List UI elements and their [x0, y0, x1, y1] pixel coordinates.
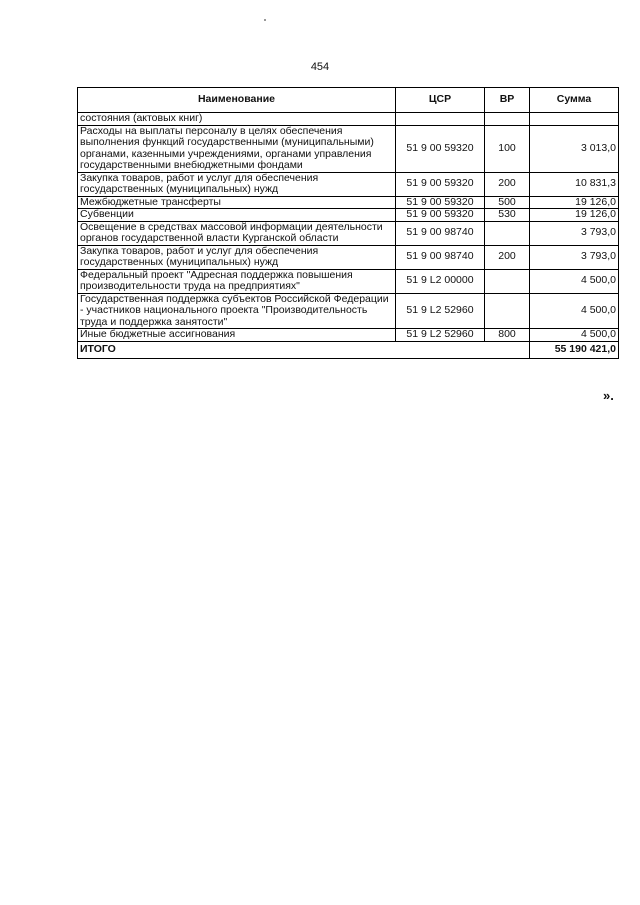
row-sum: 10 831,3	[530, 172, 619, 196]
row-vr: 200	[485, 245, 530, 269]
row-csr: 51 9 L2 52960	[396, 329, 485, 342]
row-csr: 51 9 00 59320	[396, 125, 485, 172]
table-row	[78, 269, 619, 293]
row-name: Освещение в средствах массовой информации деятельности органов государственной власти Курганской области	[78, 221, 396, 245]
row-vr	[485, 221, 530, 245]
header-sum: Сумма	[530, 88, 619, 113]
row-vr: 800	[485, 329, 530, 342]
row-name: Закупка товаров, работ и услуг для обеспечения государственных (муниципальных) нужд	[78, 172, 396, 196]
row-sum: 19 126,0	[530, 209, 619, 222]
row-vr	[485, 113, 530, 126]
row-vr: 200	[485, 172, 530, 196]
row-csr: 51 9 00 98740	[396, 245, 485, 269]
budget-table	[77, 87, 619, 359]
row-sum	[530, 113, 619, 126]
total-row	[78, 341, 619, 358]
table-row	[78, 329, 619, 342]
row-csr: 51 9 00 59320	[396, 172, 485, 196]
row-csr: 51 9 00 59320	[396, 209, 485, 222]
row-name: Расходы на выплаты персоналу в целях обеспечения выполнения функций государственными (муниципальными) органами, казенными учреждениями, органами управления государственными внебюджетными фондами	[78, 125, 396, 172]
table-row	[78, 125, 619, 172]
row-name: Федеральный проект "Адресная поддержка повышения производительности труда на предприятиях"	[78, 269, 396, 293]
row-vr	[485, 269, 530, 293]
table-row	[78, 293, 619, 329]
row-csr: 51 9 L2 00000	[396, 269, 485, 293]
closing-quote-mark: ».	[603, 388, 614, 403]
row-sum: 4 500,0	[530, 269, 619, 293]
row-sum: 19 126,0	[530, 196, 619, 209]
scan-speck	[264, 19, 266, 21]
row-csr	[396, 113, 485, 126]
row-vr: 100	[485, 125, 530, 172]
row-vr: 530	[485, 209, 530, 222]
row-csr: 51 9 L2 52960	[396, 293, 485, 329]
row-name: состояния (актовых книг)	[78, 113, 396, 126]
row-sum: 4 500,0	[530, 329, 619, 342]
row-vr: 500	[485, 196, 530, 209]
table-header-row	[78, 88, 619, 113]
table-row	[78, 221, 619, 245]
table-row	[78, 172, 619, 196]
table-row	[78, 209, 619, 222]
row-name: Субвенции	[78, 209, 396, 222]
total-sum: 55 190 421,0	[530, 341, 619, 358]
row-name: Закупка товаров, работ и услуг для обеспечения государственных (муниципальных) нужд	[78, 245, 396, 269]
row-sum: 3 793,0	[530, 245, 619, 269]
header-vr: ВР	[485, 88, 530, 113]
table-row	[78, 113, 619, 126]
row-sum: 3 013,0	[530, 125, 619, 172]
header-csr: ЦСР	[396, 88, 485, 113]
row-sum: 3 793,0	[530, 221, 619, 245]
row-vr	[485, 293, 530, 329]
table-row	[78, 196, 619, 209]
row-csr: 51 9 00 59320	[396, 196, 485, 209]
row-csr: 51 9 00 98740	[396, 221, 485, 245]
row-name: Иные бюджетные ассигнования	[78, 329, 396, 342]
row-name: Государственная поддержка субъектов Российской Федерации - участников национального проекта "Производительность труда и поддержка занятости"	[78, 293, 396, 329]
total-label: ИТОГО	[78, 341, 530, 358]
row-sum: 4 500,0	[530, 293, 619, 329]
row-name: Межбюджетные трансферты	[78, 196, 396, 209]
page-number: 454	[310, 61, 330, 73]
header-name: Наименование	[78, 88, 396, 113]
table-row	[78, 245, 619, 269]
